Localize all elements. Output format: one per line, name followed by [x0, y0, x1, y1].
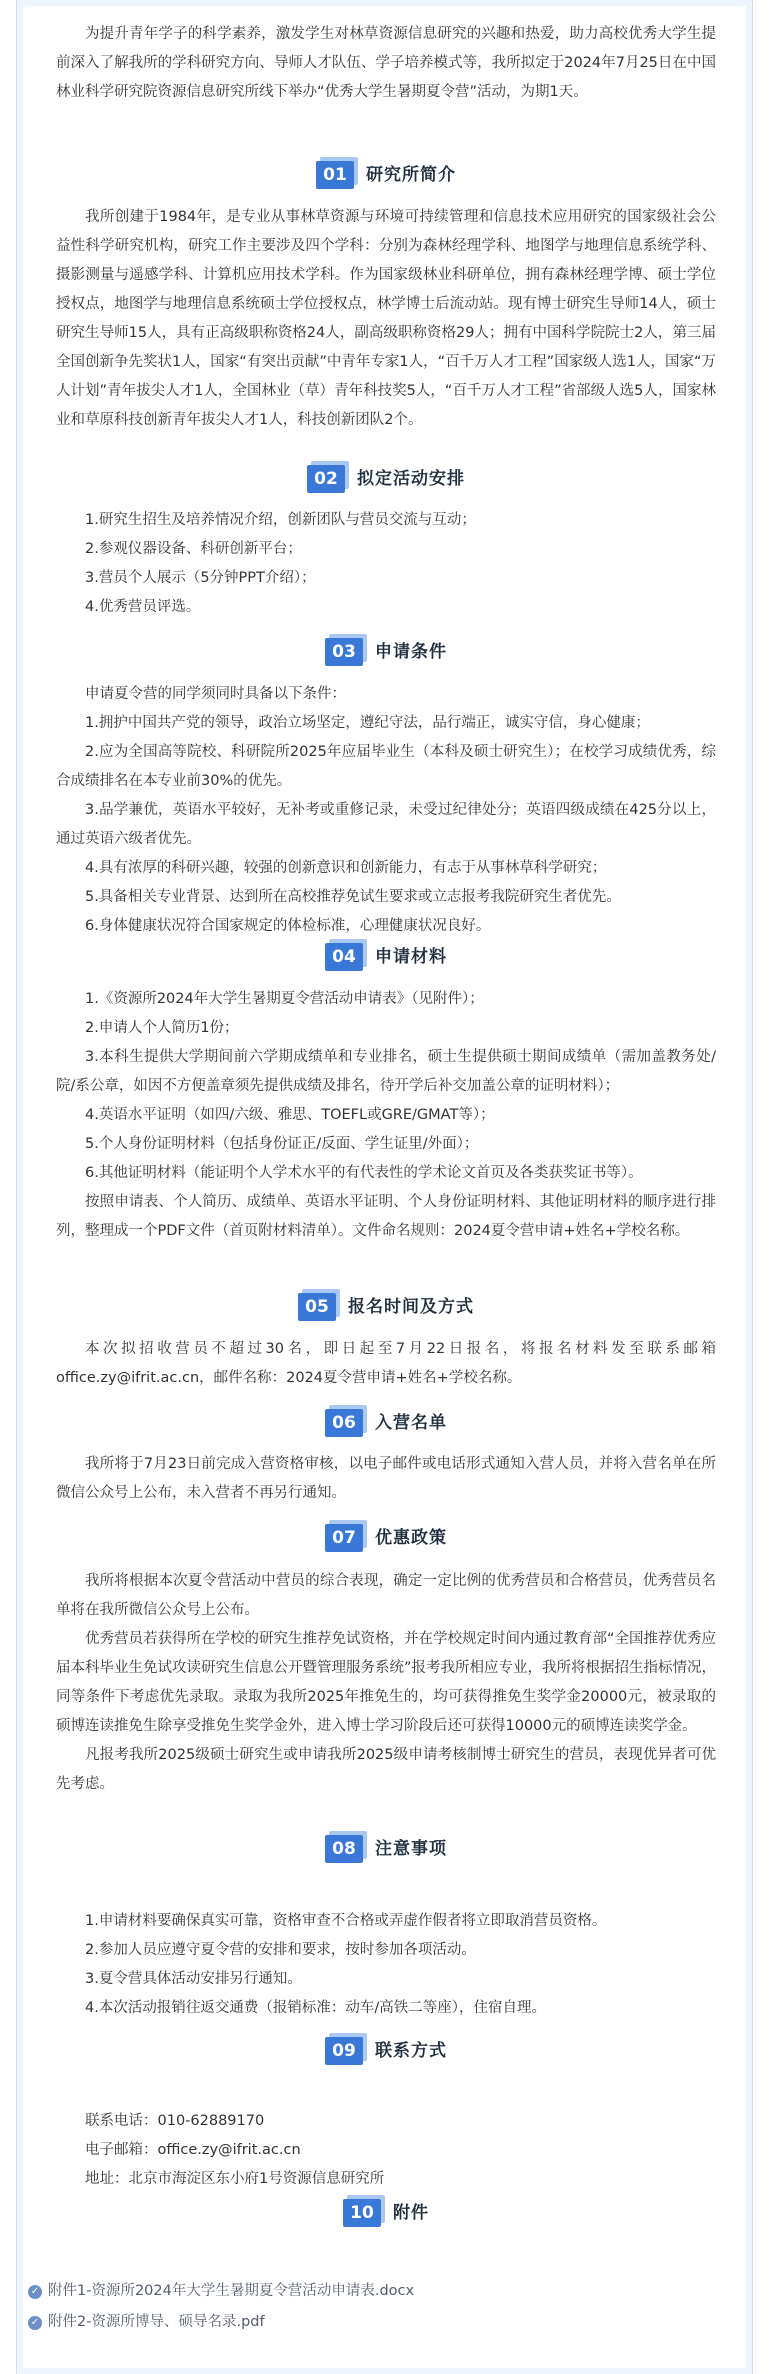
- section-header-10: [56, 2196, 716, 2230]
- list-item: 3.品学兼优，英语水平较好，无补考或重修记录，未受过纪律处分；英语四级成绩在425分以上，通过英语六级者优先。: [56, 802, 716, 847]
- section-number: 07: [325, 1524, 363, 1552]
- section-title: 报名时间及方式: [348, 1296, 474, 1317]
- list-item: 4.本次活动报销往返交通费（报销标准：动车/高铁二等座），住宿自理。: [85, 2000, 546, 2016]
- attachment-link-2[interactable]: [28, 2308, 265, 2337]
- list-item: 2.参观仪器设备、科研创新平台；: [85, 541, 302, 557]
- attachment-link-1[interactable]: [28, 2277, 414, 2306]
- section-01-body: [56, 203, 716, 435]
- section-title: 申请材料: [375, 946, 447, 967]
- contact-address: 地址：北京市海淀区东小府1号资源信息研究所: [85, 2171, 385, 2187]
- section-header-07: [56, 1521, 716, 1555]
- section-number: 01: [316, 161, 354, 189]
- section-04-body: [56, 985, 716, 1246]
- section-07-body: [56, 1567, 716, 1799]
- section-header-04: [56, 940, 716, 974]
- policy-paragraph: 优秀营员若获得所在学校的研究生推荐免试资格，并在学校规定时间内通过教育部“全国推荐优秀应届本科毕业生免试攻读研究生信息公开暨管理服务系统”报考我所相应专业，我所将根据招生指标情况，同等条件下考虑优先录取。录取为我所2025年推免生的，均可获得推免生奖学金20000元，被录取的硕博连读推免生除享受推免生奖学金外，进入博士学习阶段后还可获得10000元的硕博连读奖学金。: [56, 1631, 717, 1734]
- attachment-filename[interactable]: 附件1-资源所2024年大学生暑期夏令营活动申请表.docx: [48, 2283, 415, 2299]
- paperclip-icon: ✓: [28, 2285, 42, 2299]
- list-item: 4.英语水平证明（如四/六级、雅思、TOEFL或GRE/GMAT等）；: [85, 1107, 495, 1123]
- section-number: 03: [325, 638, 363, 666]
- contact-phone: 联系电话：010-62889170: [85, 2113, 265, 2129]
- section-number: 05: [298, 1293, 336, 1321]
- contact-email: 电子邮箱：office.zy@ifrit.ac.cn: [85, 2142, 301, 2158]
- section-title: 联系方式: [375, 2040, 447, 2061]
- section-header-08: [56, 1832, 716, 1866]
- list-item: 3.夏令营具体活动安排另行通知。: [85, 1971, 302, 1987]
- section-header-03: [56, 635, 716, 669]
- section-06-body: [56, 1450, 716, 1508]
- attachment-filename[interactable]: 附件2-资源所博导、硕导名录.pdf: [48, 2314, 265, 2330]
- section-title: 附件: [393, 2202, 429, 2223]
- list-item: 2.参加人员应遵守夏令营的安排和要求，按时参加各项活动。: [85, 1942, 476, 1958]
- registration-paragraph: 本次拟招收营员不超过30名，即日起至7月22日报名，将报名材料发至联系邮箱office.zy@ifrit.ac.cn，邮件名称：2024夏令营申请+姓名+学校名称。: [56, 1341, 716, 1386]
- list-item: 1.研究生招生及培养情况介绍，创新团队与营员交流与互动；: [85, 512, 476, 528]
- section-title: 申请条件: [375, 641, 447, 662]
- list-item: 3.本科生提供大学期间前六学期成绩单和专业排名，硕士生提供硕士期间成绩单（需加盖教务处/院/系公章，如因不方便盖章须先提供成绩及排名，待开学后补交加盖公章的证明材料）；: [56, 1049, 716, 1094]
- list-item: 4.优秀营员评选。: [85, 599, 201, 615]
- list-item: 5.个人身份证明材料（包括身份证正/反面、学生证里/外面）；: [85, 1136, 479, 1152]
- list-item: 1.拥护中国共产党的领导，政治立场坚定，遵纪守法，品行端正，诚实守信，身心健康；: [85, 715, 650, 731]
- list-item: 2.应为全国高等院校、科研院所2025年应届毕业生（本科及硕士研究生）；在校学习成绩优秀，综合成绩排名在本专业前30%的优先。: [56, 744, 716, 789]
- section-number: 10: [343, 2199, 381, 2227]
- section-title: 拟定活动安排: [357, 468, 465, 489]
- section-title: 入营名单: [375, 1412, 447, 1433]
- policy-paragraph: 我所将根据本次夏令营活动中营员的综合表现，确定一定比例的优秀营员和合格营员，优秀营员名单将在我所微信公众号上公布。: [56, 1573, 716, 1618]
- section-02-body: [56, 506, 716, 622]
- section-08-body: [56, 1907, 716, 2023]
- list-item: 2.申请人个人简历1份；: [85, 1020, 239, 1036]
- section-header-05: [56, 1290, 716, 1324]
- section-title: 研究所简介: [366, 164, 456, 185]
- list-item: 5.具备相关专业背景、达到所在高校推荐免试生要求或立志报考我院研究生者优先。: [85, 889, 621, 905]
- section-title: 优惠政策: [375, 1527, 447, 1548]
- list-item: 6.其他证明材料（能证明个人学术水平的有代表性的学术论文首页及各类获奖证书等）。: [85, 1165, 643, 1181]
- list-item: 1.《资源所2024年大学生暑期夏令营活动申请表》（见附件）；: [85, 991, 484, 1007]
- section-09-body: [56, 2107, 716, 2194]
- materials-note: 按照申请表、个人简历、成绩单、英语水平证明、个人身份证明材料、其他证明材料的顺序进行排列，整理成一个PDF文件（首页附材料清单）。文件命名规则：2024夏令营申请+姓名+学校名称。: [56, 1194, 716, 1239]
- institute-intro-paragraph: 我所创建于1984年，是专业从事林草资源与环境可持续管理和信息技术应用研究的国家级社会公益性科学研究机构，研究工作主要涉及四个学科：分别为森林经理学科、地图学与地理信息系统学科、摄影测量与遥感学科、计算机应用技术学科。作为国家级林业科研单位，拥有森林经理学博、硕士学位授权点，地图学与地理信息系统硕士学位授权点，林学博士后流动站。现有博士研究生导师14人，硕士研究生导师15人，具有正高级职称资格24人，副高级职称资格29人；拥有中国科学院院士2人，第三届全国创新争先奖状1人，国家“有突出贡献”中青年专家1人，“百千万人才工程”国家级人选1人，国家“万人计划”青年拔尖人才1人，全国林业（草）青年科技奖5人，“百千万人才工程”省部级人选5人，国家林业和草原科技创新青年拔尖人才1人，科技创新团队2个。: [56, 209, 716, 428]
- section-number: 04: [325, 943, 363, 971]
- intro-block: [56, 20, 716, 107]
- section-header-06: [56, 1406, 716, 1440]
- intro-paragraph: 为提升青年学子的科学素养，激发学生对林草资源信息研究的兴趣和热爱，助力高校优秀大学生提前深入了解我所的学科研究方向、导师人才队伍、学子培养模式等，我所拟定于2024年7月25日在中国林业科学研究院资源信息研究所线下举办“优秀大学生暑期夏令营”活动，为期1天。: [56, 26, 716, 100]
- section-number: 02: [307, 465, 345, 493]
- paperclip-icon: ✓: [28, 2316, 42, 2330]
- admission-list-paragraph: 我所将于7月23日前完成入营资格审核，以电子邮件或电话形式通知入营人员，并将入营名单在所微信公众号上公布，未入营者不再另行通知。: [56, 1456, 716, 1501]
- list-item: 4.具有浓厚的科研兴趣，较强的创新意识和创新能力，有志于从事林草科学研究；: [85, 860, 607, 876]
- section-number: 08: [325, 1835, 363, 1863]
- section-number: 06: [325, 1409, 363, 1437]
- policy-paragraph: 凡报考我所2025级硕士研究生或申请我所2025级申请考核制博士研究生的营员，表现优异者可优先考虑。: [56, 1747, 716, 1792]
- section-03-body: [56, 680, 716, 941]
- section-header-01: [56, 158, 716, 192]
- section-number: 09: [325, 2037, 363, 2065]
- section-header-02: [56, 462, 716, 496]
- section-title: 注意事项: [375, 1838, 447, 1859]
- section-05-body: [56, 1335, 716, 1393]
- list-item: 3.营员个人展示（5分钟PPT介绍）；: [85, 570, 316, 586]
- list-item: 1.申请材料要确保真实可靠，资格审查不合格或弄虚作假者将立即取消营员资格。: [85, 1913, 607, 1929]
- section-header-09: [56, 2034, 716, 2068]
- list-item: 6.身体健康状况符合国家规定的体检标准，心理健康状况良好。: [85, 918, 491, 934]
- requirements-lead: 申请夏令营的同学须同时具备以下条件：: [85, 686, 346, 702]
